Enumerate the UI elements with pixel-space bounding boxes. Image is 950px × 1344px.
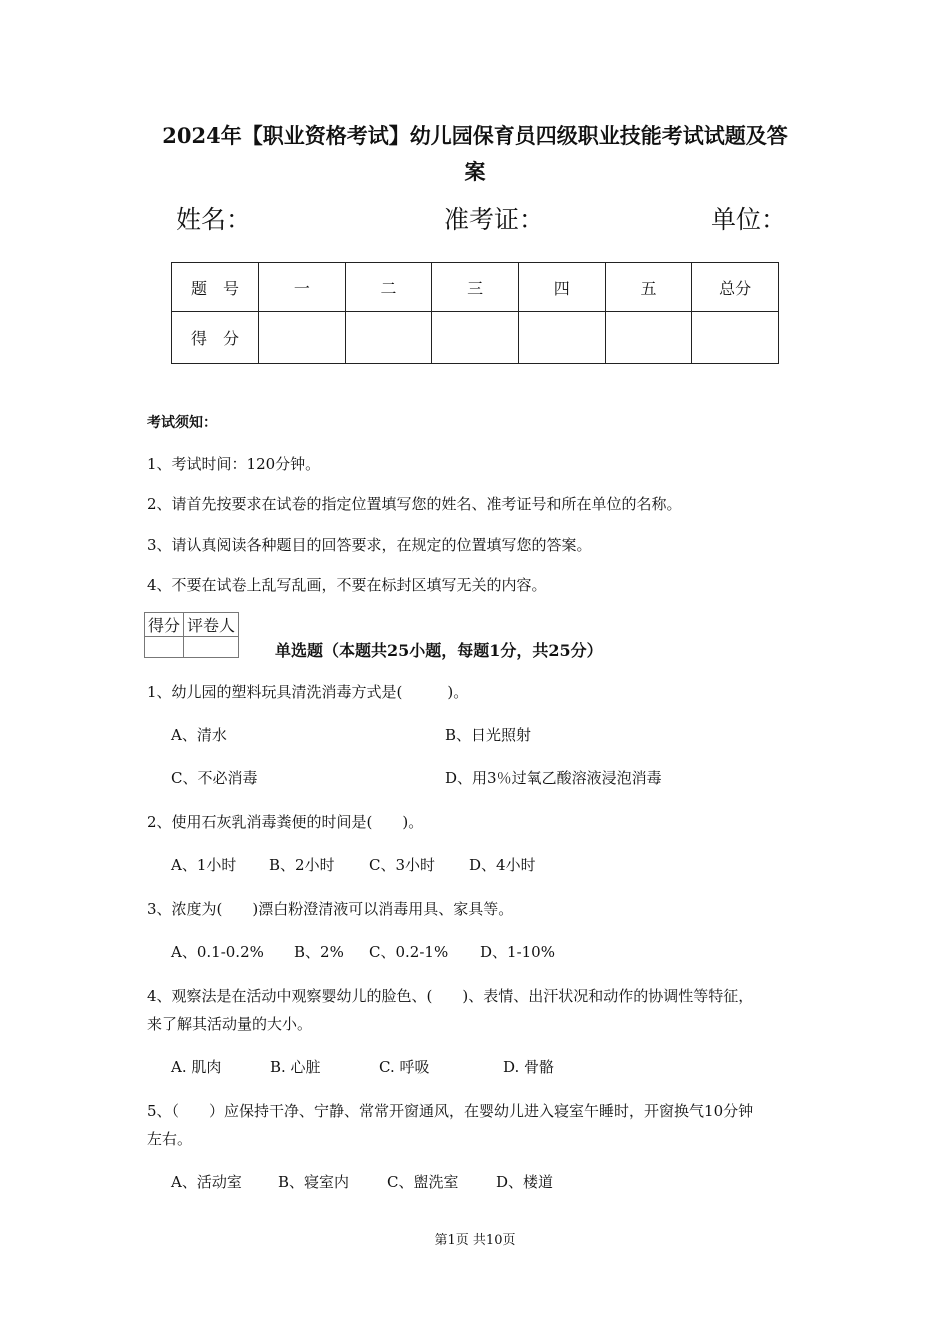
q4-option-d: D. 骨骼 [503, 1058, 555, 1076]
section-2-score-cell[interactable] [345, 312, 432, 364]
q5-option-b: B、寝室内 [278, 1173, 350, 1191]
question-2: 2、使用石灰乳消毒粪便的时间是( )。 [147, 813, 424, 831]
notice-item-2: 2、请首先按要求在试卷的指定位置填写您的姓名、准考证号和所在单位的名称。 [147, 495, 682, 513]
q3-option-a: A、0.1-0.2% [171, 943, 264, 961]
notice-heading: 考试须知： [147, 415, 217, 431]
q5-option-c: C、盥洗室 [387, 1173, 459, 1191]
exam-number-label: 准考证： [444, 205, 545, 234]
score-row-label: 得 分 [172, 312, 259, 364]
section-4-header: 四 [518, 263, 605, 312]
q5-option-a: A、活动室 [171, 1173, 242, 1191]
grader-score-cell[interactable] [145, 637, 184, 658]
name-label: 姓名： [176, 205, 252, 234]
q2-option-c: C、3小时 [369, 856, 436, 874]
q1-option-d: D、用3％过氧乙酸溶液浸泡消毒 [445, 769, 662, 787]
section-title: 单选题（本题共25小题，每题1分，共25分） [275, 641, 603, 660]
notice-item-4: 4、不要在试卷上乱写乱画，不要在标封区填写无关的内容。 [147, 576, 547, 594]
question-5-line1: 5、（ ）应保持干净、宁静、常常开窗通风，在婴幼儿进入寝室午睡时，开窗换气10分钟 [147, 1102, 754, 1120]
total-score-cell[interactable] [692, 312, 779, 364]
q1-option-a: A、清水 [171, 726, 227, 744]
q3-option-b: B、2% [294, 943, 344, 961]
grader-name-cell[interactable] [184, 637, 239, 658]
section-3-score-cell[interactable] [432, 312, 519, 364]
q4-option-a: A. 肌肉 [171, 1058, 222, 1076]
grader-table [144, 612, 239, 658]
section-4-score-cell[interactable] [518, 312, 605, 364]
notice-item-1: 1、考试时间：120分钟。 [147, 455, 321, 473]
q2-option-b: B、2小时 [269, 856, 335, 874]
exam-title-line1: 2024年【职业资格考试】幼儿园保育员四级职业技能考试试题及答 [162, 123, 788, 148]
q4-option-b: B. 心脏 [270, 1058, 321, 1076]
grader-score-label: 得分 [145, 613, 184, 637]
score-table-score-row [172, 312, 779, 364]
q1-option-c: C、不必消毒 [171, 769, 258, 787]
question-4-line2: 来了解其活动量的大小。 [147, 1015, 313, 1033]
notice-item-3: 3、请认真阅读各种题目的回答要求，在规定的位置填写您的答案。 [147, 536, 592, 554]
exam-title-line2: 案 [464, 159, 486, 184]
section-5-score-cell[interactable] [605, 312, 692, 364]
q5-option-d: D、楼道 [496, 1173, 554, 1191]
q4-option-c: C. 呼吸 [379, 1058, 430, 1076]
score-table-header-row [172, 263, 779, 312]
page-footer: 第1页 共10页 [434, 1233, 516, 1248]
section-3-header: 三 [432, 263, 519, 312]
q2-option-d: D、4小时 [469, 856, 536, 874]
section-1-score-cell[interactable] [259, 312, 346, 364]
question-1: 1、幼儿园的塑料玩具清洗消毒方式是( )。 [147, 683, 469, 701]
q3-option-c: C、0.2-1% [369, 943, 449, 961]
section-2-header: 二 [345, 263, 432, 312]
section-5-header: 五 [605, 263, 692, 312]
grader-name-label: 评卷人 [184, 613, 239, 637]
question-number-header: 题 号 [172, 263, 259, 312]
question-5-line2: 左右。 [147, 1130, 193, 1148]
question-4-line1: 4、观察法是在活动中观察婴幼儿的脸色、( )、表情、出汗状况和动作的协调性等特征， [147, 987, 754, 1005]
score-table [171, 262, 779, 364]
question-3: 3、浓度为( )漂白粉澄清液可以消毒用具、家具等。 [147, 900, 514, 918]
q1-option-b: B、日光照射 [445, 726, 532, 744]
q3-option-d: D、1-10% [480, 943, 555, 961]
section-1-header: 一 [259, 263, 346, 312]
q2-option-a: A、1小时 [171, 856, 237, 874]
total-score-header: 总分 [692, 263, 779, 312]
unit-label: 单位： [711, 205, 787, 234]
